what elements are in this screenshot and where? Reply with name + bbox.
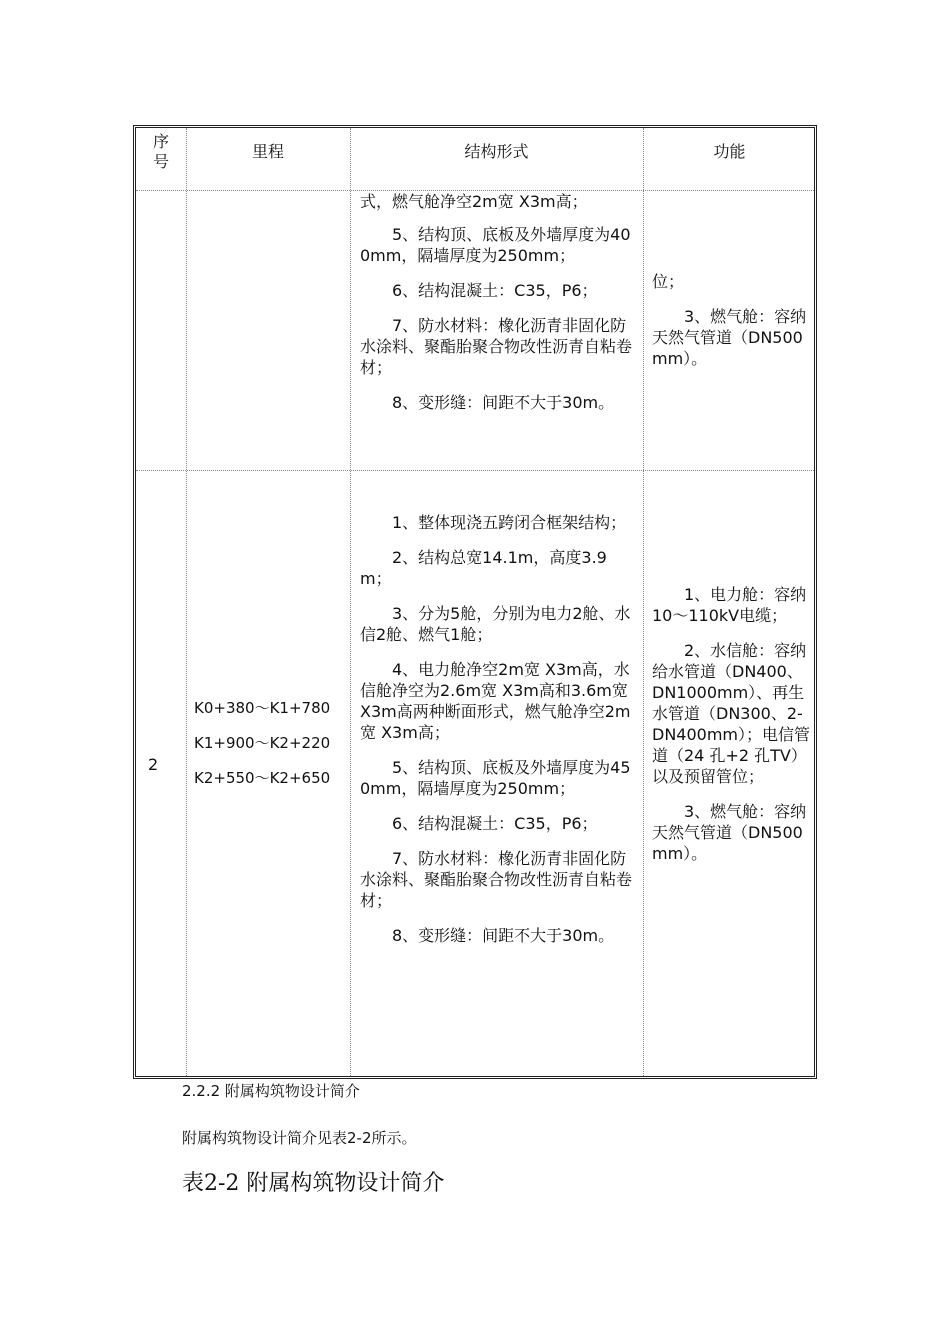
col-divider-1 bbox=[186, 128, 187, 1076]
mileage-item: K1+900～K2+220 bbox=[194, 734, 331, 752]
structure-item: 3、分为5舱，分别为电力2舱、水信2舱、燃气1舱； bbox=[360, 604, 631, 644]
row2-function bbox=[652, 584, 810, 878]
row-continued-function bbox=[652, 271, 810, 383]
structure-item: 6、结构混凝土：C35，P6； bbox=[392, 814, 598, 833]
row2-mileage bbox=[194, 698, 350, 803]
col-divider-3 bbox=[643, 128, 644, 1076]
section-heading: 2.2.2 附属构筑物设计简介 bbox=[182, 1082, 360, 1100]
section-text: 附属构筑物设计简介见表2-2所示。 bbox=[182, 1129, 417, 1147]
function-item: 位； bbox=[652, 272, 685, 291]
structure-item: 1、整体现浇五跨闭合框架结构； bbox=[392, 513, 627, 532]
structure-item: 2、结构总宽14.1m，高度3.9m； bbox=[360, 548, 607, 588]
table-title: 表2-2 附属构筑物设计简介 bbox=[182, 1171, 445, 1196]
structure-item: 6、结构混凝土：C35，P6； bbox=[392, 281, 598, 300]
structure-item: 式，燃气舱净空2m宽 X3m高； bbox=[360, 192, 588, 211]
header-function: 功能 bbox=[713, 142, 746, 161]
header-structure: 结构形式 bbox=[464, 142, 529, 161]
row2-index: 2 bbox=[148, 755, 159, 774]
header-mileage: 里程 bbox=[251, 142, 284, 161]
row2-structure bbox=[360, 512, 636, 960]
row-divider bbox=[136, 470, 814, 471]
structure-item: 5、结构顶、底板及外墙厚度为400mm，隔墙厚度为250mm； bbox=[360, 225, 631, 265]
function-item: 3、燃气舱：容纳天然气管道（DN500mm）。 bbox=[652, 802, 807, 863]
function-item: 1、电力舱：容纳 10～110kV电缆； bbox=[652, 585, 807, 625]
structure-item: 7、防水材料：橡化沥青非固化防水涂料、聚酯胎聚合物改性沥青自粘卷材； bbox=[360, 316, 633, 377]
mileage-item: K2+550～K2+650 bbox=[194, 769, 331, 787]
row-continued-structure bbox=[360, 191, 636, 427]
col-divider-2 bbox=[350, 128, 351, 1076]
mileage-item: K0+380～K1+780 bbox=[194, 699, 331, 717]
structure-item: 5、结构顶、底板及外墙厚度为450mm，隔墙厚度为250mm； bbox=[360, 758, 631, 798]
design-table bbox=[133, 125, 817, 1079]
structure-item: 8、变形缝：间距不大于30m。 bbox=[392, 926, 615, 945]
header-index: 序 号 bbox=[152, 132, 169, 171]
structure-item: 4、电力舱净空2m宽 X3m高，水信舱净空为2.6m宽 X3m高和3.6m宽 X3m高两种断面形式，燃气舱净空2m宽 X3m高； bbox=[360, 660, 631, 742]
function-item: 3、燃气舱：容纳天然气管道（DN500mm）。 bbox=[652, 307, 807, 368]
structure-item: 7、防水材料：橡化沥青非固化防水涂料、聚酯胎聚合物改性沥青自粘卷材； bbox=[360, 849, 633, 910]
function-item: 2、水信舱：容纳给水管道（DN400、DN1000mm）、再生水管道（DN300、2-DN400mm）；电信管道（24 孔+2 孔TV）以及预留管位； bbox=[652, 641, 811, 786]
structure-item: 8、变形缝：间距不大于30m。 bbox=[392, 393, 615, 412]
